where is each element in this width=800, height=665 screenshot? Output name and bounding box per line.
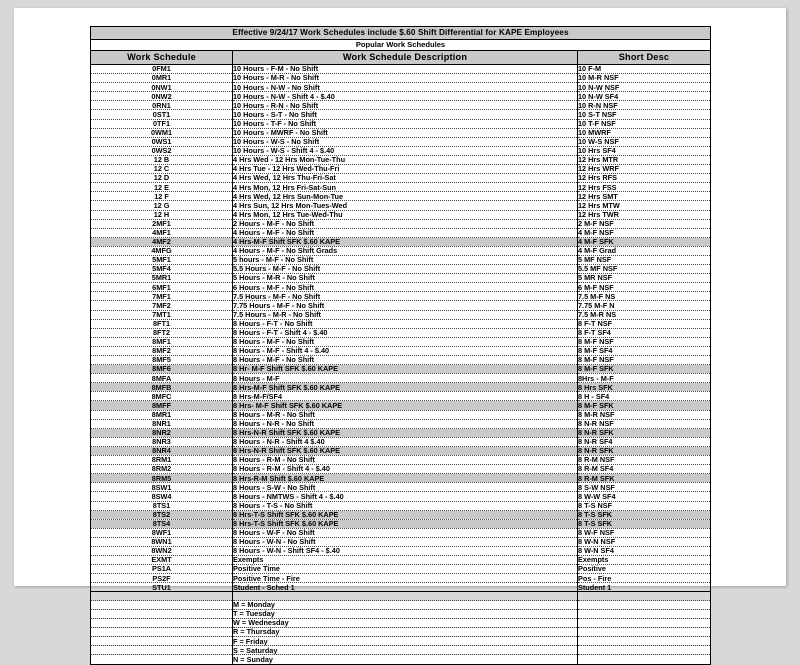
cell-description: 10 Hours - S-T - No Shift: [233, 110, 578, 119]
table-row: [91, 319, 711, 328]
cell-description: 10 Hours - W-S - No Shift: [233, 137, 578, 146]
table-row: [91, 583, 711, 592]
table-row: [91, 165, 711, 174]
cell-description: 8 Hours - W-N - Shift SF4 - $.40: [233, 546, 578, 555]
cell-description: 4 Hrs Wed - 12 Hrs Mon-Tue-Thu: [233, 155, 578, 164]
table-row: [91, 410, 711, 419]
table-row: [91, 246, 711, 255]
cell-work-schedule-code: 4MF2: [91, 237, 233, 246]
cell-description: 6 Hours - M-F - No Shift: [233, 283, 578, 292]
cell-short-desc: 8 T-S SFK: [578, 519, 711, 528]
cell-work-schedule-code: 8NR4: [91, 446, 233, 455]
cell-short-desc: 8 M-F NSF: [578, 356, 711, 365]
table-row: [91, 419, 711, 428]
table-row: [91, 574, 711, 583]
document-page: [14, 8, 786, 664]
cell-description: 8 Hours - M-F: [233, 374, 578, 383]
cell-short-desc: 4 M-F SFK: [578, 237, 711, 246]
table-title-row: [91, 27, 711, 40]
cell-short-desc: 8 R-M SF4: [578, 465, 711, 474]
cell-short-desc: [578, 619, 711, 628]
cell-short-desc: 12 Hrs SMT: [578, 192, 711, 201]
table-row: [91, 301, 711, 310]
day-legend: [91, 592, 711, 664]
cell-description: 5 Hours - M-R - No Shift: [233, 274, 578, 283]
cell-work-schedule-code: 8SW1: [91, 483, 233, 492]
cell-short-desc: Positive: [578, 565, 711, 574]
cell-work-schedule-code: 8WN1: [91, 537, 233, 546]
cell-short-desc: 10 MWRF: [578, 128, 711, 137]
cell-short-desc: 8 T-S SFK: [578, 510, 711, 519]
cell-short-desc: 7.75 M-F N: [578, 301, 711, 310]
cell-work-schedule-code: 8MFF: [91, 401, 233, 410]
table-row: [91, 174, 711, 183]
cell-work-schedule-code: 12 B: [91, 155, 233, 164]
table-row: [91, 346, 711, 355]
cell-short-desc: 8 M-F NSF: [578, 337, 711, 346]
cell-work-schedule-code: 8RM1: [91, 456, 233, 465]
cell-short-desc: 10 R-N NSF: [578, 101, 711, 110]
table-row: [91, 292, 711, 301]
table-row: [91, 65, 711, 74]
cell-work-schedule-code: 0RN1: [91, 101, 233, 110]
table-row: [91, 356, 711, 365]
cell-work-schedule-code: 7MF1: [91, 292, 233, 301]
table-row: [91, 137, 711, 146]
table-row: [91, 474, 711, 483]
cell-description: 8 Hours - F-T - No Shift: [233, 319, 578, 328]
spacer-cell: [233, 592, 578, 600]
table-row: [91, 274, 711, 283]
cell-description: 4 Hrs Wed, 12 Hrs Sun-Mon-Tue: [233, 192, 578, 201]
table-row: [91, 519, 711, 528]
cell-description: 8 Hours - N-R - Shift 4 $.40: [233, 437, 578, 446]
cell-description: 7.5 Hours - M-R - No Shift: [233, 310, 578, 319]
cell-work-schedule-code: 8SW4: [91, 492, 233, 501]
table-body: [91, 27, 711, 65]
cell-work-schedule-code: 0WS1: [91, 137, 233, 146]
cell-description: 8 Hours - M-F - No Shift: [233, 356, 578, 365]
cell-work-schedule-code: 8WF1: [91, 528, 233, 537]
cell-description: 8 Hrs-N-R Shift SFK $.60 KAPE: [233, 446, 578, 455]
cell-work-schedule-code: 8NR3: [91, 437, 233, 446]
cell-short-desc: 5.5 MF NSF: [578, 265, 711, 274]
table-row: [91, 537, 711, 546]
cell-description: 10 Hours - MWRF - No Shift: [233, 128, 578, 137]
table-row: [91, 219, 711, 228]
cell-description: 8 Hrs-M-F Shift SFK $.60 KAPE: [233, 383, 578, 392]
cell-work-schedule-code: [91, 646, 233, 655]
column-header-work-schedule: Work Schedule: [91, 51, 233, 65]
cell-description: 8 Hours - M-F - Shift 4 - $.40: [233, 346, 578, 355]
table-row: [91, 146, 711, 155]
cell-work-schedule-code: PS1A: [91, 565, 233, 574]
cell-short-desc: 8 R-M SFK: [578, 474, 711, 483]
cell-work-schedule-code: 8MF6: [91, 365, 233, 374]
cell-short-desc: Pos - Fire: [578, 574, 711, 583]
cell-work-schedule-code: 8NR2: [91, 428, 233, 437]
cell-description: 8 Hours - W-N - No Shift: [233, 537, 578, 546]
cell-work-schedule-code: 8MFA: [91, 374, 233, 383]
cell-short-desc: 10 S-T NSF: [578, 110, 711, 119]
cell-short-desc: 10 T-F NSF: [578, 119, 711, 128]
cell-description: 8 Hrs-M-F/SF4: [233, 392, 578, 401]
cell-description: 8 Hrs-N-R Shift SFK $.60 KAPE: [233, 428, 578, 437]
cell-work-schedule-code: 8RM2: [91, 465, 233, 474]
table-row: [91, 201, 711, 210]
cell-short-desc: 10 N-W NSF: [578, 83, 711, 92]
cell-work-schedule-code: 8MF1: [91, 337, 233, 346]
cell-description: Positive Time - Fire: [233, 574, 578, 583]
cell-description: S = Saturday: [233, 646, 578, 655]
cell-work-schedule-code: PS2F: [91, 574, 233, 583]
cell-short-desc: 10 W-S NSF: [578, 137, 711, 146]
table-row: [91, 265, 711, 274]
table-row: [91, 456, 711, 465]
table-row: [91, 374, 711, 383]
cell-description: 8 Hrs-T-S Shift SFK $.60 KAPE: [233, 510, 578, 519]
cell-short-desc: 10 Hrs SF4: [578, 146, 711, 155]
cell-work-schedule-code: 0MR1: [91, 74, 233, 83]
cell-short-desc: 8 S-W NSF: [578, 483, 711, 492]
schedule-rows: [91, 65, 711, 592]
cell-description: 7.75 Hours - M-F - No Shift: [233, 301, 578, 310]
cell-short-desc: 12 Hrs WRF: [578, 165, 711, 174]
cell-work-schedule-code: 8MF2: [91, 346, 233, 355]
cell-short-desc: 8 R-M NSF: [578, 456, 711, 465]
cell-description: W = Wednesday: [233, 619, 578, 628]
cell-short-desc: 8 M-F SF4: [578, 346, 711, 355]
cell-description: 10 Hours - N-W - Shift 4 - $.40: [233, 92, 578, 101]
cell-description: 8 Hours - M-F - No Shift: [233, 337, 578, 346]
cell-work-schedule-code: 5MF4: [91, 265, 233, 274]
cell-short-desc: Exempts: [578, 556, 711, 565]
cell-work-schedule-code: 5MF1: [91, 255, 233, 264]
cell-description: 4 Hrs Sun, 12 Hrs Mon-Tues-Wed: [233, 201, 578, 210]
cell-short-desc: [578, 646, 711, 655]
cell-short-desc: [578, 628, 711, 637]
cell-short-desc: 10 F-M: [578, 65, 711, 74]
work-schedules-sheet: [90, 26, 710, 665]
table-row: [91, 155, 711, 164]
cell-description: 8 Hours - R-M - No Shift: [233, 456, 578, 465]
cell-short-desc: 12 Hrs MTW: [578, 201, 711, 210]
cell-work-schedule-code: 8RM5: [91, 474, 233, 483]
cell-description: 4 Hrs Mon, 12 Hrs Fri-Sat-Sun: [233, 183, 578, 192]
cell-short-desc: [578, 609, 711, 618]
cell-work-schedule-code: 0TF1: [91, 119, 233, 128]
cell-work-schedule-code: [91, 628, 233, 637]
cell-short-desc: 4 M-F NSF: [578, 228, 711, 237]
cell-work-schedule-code: [91, 619, 233, 628]
cell-work-schedule-code: 0WM1: [91, 128, 233, 137]
cell-work-schedule-code: 8TS4: [91, 519, 233, 528]
cell-short-desc: 2 M-F NSF: [578, 219, 711, 228]
cell-work-schedule-code: 12 H: [91, 210, 233, 219]
table-row: [91, 383, 711, 392]
table-row: [91, 446, 711, 455]
table-row: [91, 337, 711, 346]
cell-short-desc: 8 N-R NSF: [578, 419, 711, 428]
cell-short-desc: 8Hrs - M-F: [578, 374, 711, 383]
spacer-cell: [91, 592, 233, 600]
cell-work-schedule-code: 6MF1: [91, 283, 233, 292]
table-row: [91, 492, 711, 501]
cell-work-schedule-code: 7MF2: [91, 301, 233, 310]
cell-short-desc: 5 MR NSF: [578, 274, 711, 283]
cell-work-schedule-code: 4MFG: [91, 246, 233, 255]
cell-description: 7.5 Hours - M-F - No Shift: [233, 292, 578, 301]
cell-short-desc: 8 W-W SF4: [578, 492, 711, 501]
table-title: Effective 9/24/17 Work Schedules include $.60 Shift Differential for KAPE Employees: [91, 27, 711, 40]
cell-short-desc: 8 T-S NSF: [578, 501, 711, 510]
table-row: [91, 528, 711, 537]
cell-description: 8 Hours - S-W - No Shift: [233, 483, 578, 492]
table-row: [91, 83, 711, 92]
cell-work-schedule-code: 8MFB: [91, 383, 233, 392]
cell-work-schedule-code: 0NW1: [91, 83, 233, 92]
cell-short-desc: Student 1: [578, 583, 711, 592]
cell-description: 4 Hours - M-F - No Shift: [233, 228, 578, 237]
work-schedules-table: [90, 26, 711, 665]
table-row: [91, 92, 711, 101]
cell-work-schedule-code: 5MR1: [91, 274, 233, 283]
cell-short-desc: 8 H - SF4: [578, 392, 711, 401]
cell-short-desc: 8 N-R SF4: [578, 437, 711, 446]
cell-description: 10 Hours - R-N - No Shift: [233, 101, 578, 110]
cell-description: 8 Hours - NMTWS - Shift 4 - $.40: [233, 492, 578, 501]
cell-work-schedule-code: 2MF1: [91, 219, 233, 228]
table-header-row: [91, 51, 711, 65]
cell-short-desc: 10 N-W SF4: [578, 92, 711, 101]
cell-description: 8 Hr- M-F Shift SFK $.60 KAPE: [233, 365, 578, 374]
cell-work-schedule-code: 8TS2: [91, 510, 233, 519]
cell-work-schedule-code: 8MR1: [91, 410, 233, 419]
cell-short-desc: 8 Hrs SFK: [578, 383, 711, 392]
table-row: [91, 255, 711, 264]
table-row: [91, 392, 711, 401]
table-row: [91, 510, 711, 519]
table-row: [91, 655, 711, 664]
table-subtitle-row: [91, 40, 711, 51]
table-row: [91, 128, 711, 137]
table-row: [91, 192, 711, 201]
table-row: [91, 465, 711, 474]
cell-work-schedule-code: [91, 600, 233, 609]
cell-work-schedule-code: EXMT: [91, 556, 233, 565]
cell-description: 10 Hours - W-S - Shift 4 - $.40: [233, 146, 578, 155]
cell-work-schedule-code: 0WS2: [91, 146, 233, 155]
cell-description: N = Sunday: [233, 655, 578, 664]
table-row: [91, 101, 711, 110]
cell-description: 8 Hrs- M-F Shift SFK $.60 KAPE: [233, 401, 578, 410]
cell-work-schedule-code: 8NR1: [91, 419, 233, 428]
table-row: [91, 119, 711, 128]
cell-work-schedule-code: 12 G: [91, 201, 233, 210]
cell-work-schedule-code: [91, 609, 233, 618]
table-row: [91, 565, 711, 574]
cell-short-desc: 12 Hrs TWR: [578, 210, 711, 219]
cell-work-schedule-code: 8FT1: [91, 319, 233, 328]
cell-description: 8 Hours - T-S - No Shift: [233, 501, 578, 510]
table-row: [91, 110, 711, 119]
cell-short-desc: 12 Hrs RFS: [578, 174, 711, 183]
table-row: [91, 328, 711, 337]
cell-short-desc: [578, 637, 711, 646]
cell-short-desc: 5 MF NSF: [578, 255, 711, 264]
cell-short-desc: 8 F-T NSF: [578, 319, 711, 328]
cell-work-schedule-code: 12 D: [91, 174, 233, 183]
cell-work-schedule-code: 4MF1: [91, 228, 233, 237]
cell-description: 4 Hrs Wed, 12 Hrs Thu-Fri-Sat: [233, 174, 578, 183]
cell-short-desc: 10 M-R NSF: [578, 74, 711, 83]
column-header-short-desc: Short Desc: [578, 51, 711, 65]
cell-work-schedule-code: 8MFC: [91, 392, 233, 401]
table-row: [91, 183, 711, 192]
table-spacer-row: [91, 592, 711, 600]
cell-description: 10 Hours - N-W - No Shift: [233, 83, 578, 92]
cell-work-schedule-code: 8WN2: [91, 546, 233, 555]
cell-short-desc: 6 M-F NSF: [578, 283, 711, 292]
table-row: [91, 609, 711, 618]
spacer-cell: [578, 592, 711, 600]
table-row: [91, 600, 711, 609]
table-row: [91, 556, 711, 565]
cell-description: 10 Hours - F-M - No Shift: [233, 65, 578, 74]
table-row: [91, 428, 711, 437]
cell-work-schedule-code: 12 F: [91, 192, 233, 201]
table-row: [91, 74, 711, 83]
column-header-description: Work Schedule Description: [233, 51, 578, 65]
table-row: [91, 637, 711, 646]
cell-short-desc: 8 M-F SFK: [578, 365, 711, 374]
table-row: [91, 437, 711, 446]
cell-description: 10 Hours - M-R - No Shift: [233, 74, 578, 83]
cell-description: Student - Sched 1: [233, 583, 578, 592]
table-row: [91, 210, 711, 219]
cell-short-desc: 8 W-N SF4: [578, 546, 711, 555]
cell-short-desc: 12 Hrs MTR: [578, 155, 711, 164]
cell-work-schedule-code: 8MF5: [91, 356, 233, 365]
cell-description: M = Monday: [233, 600, 578, 609]
cell-short-desc: 8 F-T SF4: [578, 328, 711, 337]
cell-description: 5 hours - M-F - No Shift: [233, 255, 578, 264]
cell-description: F = Friday: [233, 637, 578, 646]
cell-description: 5.5 Hours - M-F - No Shift: [233, 265, 578, 274]
table-row: [91, 365, 711, 374]
table-row: [91, 646, 711, 655]
cell-work-schedule-code: [91, 655, 233, 664]
cell-description: 8 Hours - N-R - No Shift: [233, 419, 578, 428]
table-row: [91, 546, 711, 555]
cell-description: R = Thursday: [233, 628, 578, 637]
cell-work-schedule-code: 12 C: [91, 165, 233, 174]
cell-description: 8 Hours - F-T - Shift 4 - $.40: [233, 328, 578, 337]
cell-short-desc: 8 W-N NSF: [578, 537, 711, 546]
table-row: [91, 283, 711, 292]
cell-description: 8 Hours - R-M - Shift 4 - $.40: [233, 465, 578, 474]
cell-description: 4 Hrs-M-F Shift SFK $.60 KAPE: [233, 237, 578, 246]
cell-work-schedule-code: [91, 637, 233, 646]
table-row: [91, 228, 711, 237]
cell-work-schedule-code: 8FT2: [91, 328, 233, 337]
cell-short-desc: [578, 600, 711, 609]
cell-short-desc: 8 M-R NSF: [578, 410, 711, 419]
cell-description: T = Tuesday: [233, 609, 578, 618]
table-row: [91, 310, 711, 319]
table-row: [91, 237, 711, 246]
cell-description: 8 Hrs-R-M Shift $.60 KAPE: [233, 474, 578, 483]
table-row: [91, 628, 711, 637]
cell-work-schedule-code: 0ST1: [91, 110, 233, 119]
cell-short-desc: 7.5 M-F NS: [578, 292, 711, 301]
cell-description: 4 Hrs Mon, 12 Hrs Tue-Wed-Thu: [233, 210, 578, 219]
cell-description: 8 Hours - W-F - No Shift: [233, 528, 578, 537]
cell-description: 8 Hours - M-R - No Shift: [233, 410, 578, 419]
cell-description: 2 Hours - M-F - No Shift: [233, 219, 578, 228]
cell-short-desc: 8 N-R SFK: [578, 428, 711, 437]
cell-short-desc: 8 N-R SFK: [578, 446, 711, 455]
table-row: [91, 619, 711, 628]
cell-description: 8 Hrs-T-S Shift SFK $.60 KAPE: [233, 519, 578, 528]
cell-short-desc: 4 M-F Grad: [578, 246, 711, 255]
cell-description: 4 Hrs Tue - 12 Hrs Wed-Thu-Fri: [233, 165, 578, 174]
cell-work-schedule-code: 8TS1: [91, 501, 233, 510]
cell-short-desc: [578, 655, 711, 664]
cell-work-schedule-code: 0NW2: [91, 92, 233, 101]
cell-work-schedule-code: 12 E: [91, 183, 233, 192]
cell-description: Exempts: [233, 556, 578, 565]
table-row: [91, 483, 711, 492]
table-row: [91, 501, 711, 510]
cell-work-schedule-code: STU1: [91, 583, 233, 592]
cell-description: 4 Hours - M-F - No Shift Grads: [233, 246, 578, 255]
table-subtitle: Popular Work Schedules: [91, 40, 711, 51]
cell-description: 10 Hours - T-F - No Shift: [233, 119, 578, 128]
cell-work-schedule-code: 7MT1: [91, 310, 233, 319]
table-row: [91, 401, 711, 410]
cell-short-desc: 12 Hrs FSS: [578, 183, 711, 192]
cell-work-schedule-code: 0FM1: [91, 65, 233, 74]
cell-short-desc: 7.5 M-R NS: [578, 310, 711, 319]
cell-short-desc: 8 M-F SFK: [578, 401, 711, 410]
cell-short-desc: 8 W-F NSF: [578, 528, 711, 537]
cell-description: Positive Time: [233, 565, 578, 574]
